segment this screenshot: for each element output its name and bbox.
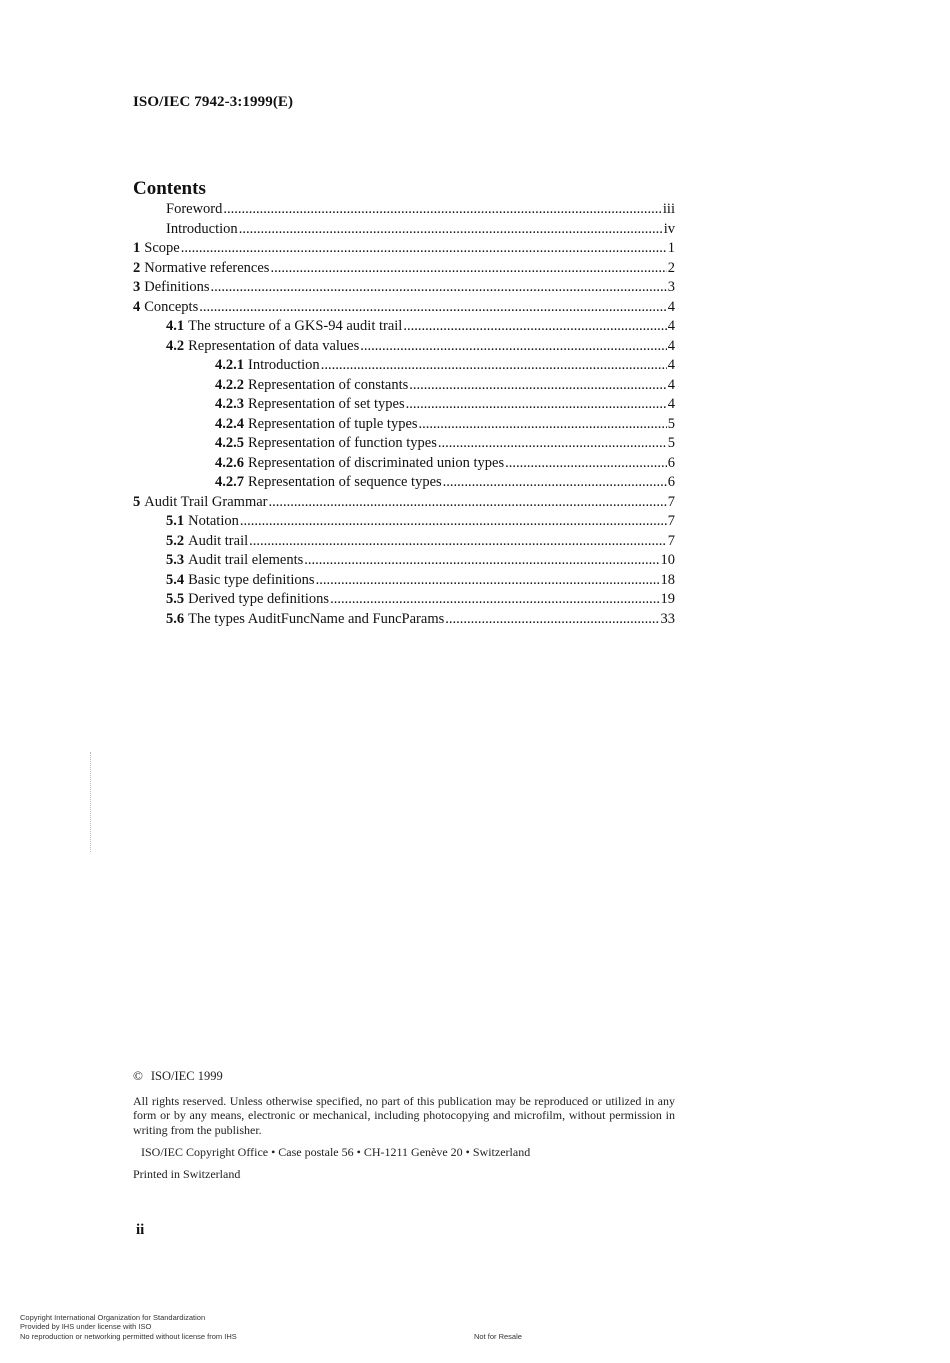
- toc-entry-number: 4.2.1: [215, 357, 244, 373]
- toc-entry: [133, 532, 675, 552]
- toc-entry-number: 5: [133, 493, 141, 510]
- toc-entry-title: Concepts: [144, 298, 199, 315]
- toc-entry-title: Basic type definitions: [188, 571, 315, 588]
- toc-leader-dots: [406, 395, 667, 415]
- toc-entry-page: 4: [667, 357, 675, 373]
- copyright-holder: ISO/IEC 1999: [150, 1069, 223, 1083]
- footer-line-2: Provided by IHS under license with ISO: [20, 1322, 152, 1332]
- toc-entry: [133, 317, 675, 337]
- toc-entry: [133, 493, 675, 513]
- toc-leader-dots: [360, 337, 667, 357]
- toc-entry: [133, 220, 675, 240]
- toc-entry-page: 5: [667, 415, 675, 432]
- toc-entry-page: 2: [667, 259, 675, 276]
- copyright-symbol: ©: [133, 1068, 143, 1083]
- document-id: ISO/IEC 7942-3:1999(E): [133, 94, 294, 110]
- page-number: ii: [136, 1222, 145, 1238]
- toc-entry-number: 5.3: [166, 552, 185, 568]
- toc-entry: [133, 395, 675, 415]
- toc-entry: [133, 356, 675, 376]
- toc-entry-number: 4.2.2: [215, 376, 244, 393]
- footer-not-for-resale: Not for Resale: [474, 1332, 522, 1341]
- footer-license: [20, 1313, 237, 1341]
- toc-leader-dots: [321, 356, 667, 376]
- toc-entry: [133, 454, 675, 474]
- toc-entry-number: 5.6: [166, 610, 185, 627]
- toc-leader-dots: [438, 434, 667, 454]
- toc-entry: [133, 200, 675, 220]
- toc-entry-number: 2: [133, 259, 141, 276]
- toc-entry-page: 4: [667, 376, 675, 393]
- toc-leader-dots: [211, 278, 667, 298]
- toc-entry: [133, 278, 675, 298]
- toc-leader-dots: [269, 493, 667, 513]
- toc-entry-page: 19: [660, 591, 675, 607]
- toc-entry-title: The types AuditFuncName and FuncParams: [188, 610, 445, 627]
- toc-leader-dots: [445, 610, 659, 630]
- toc-entry-page: 4: [667, 396, 675, 412]
- toc-entry-page: 4: [667, 318, 675, 334]
- toc-entry-title: Introduction: [248, 357, 320, 373]
- toc-entry-title: Audit trail elements: [188, 552, 304, 568]
- toc-entry: [133, 590, 675, 610]
- toc-entry: [133, 376, 675, 396]
- copyright-block: [133, 1068, 675, 1181]
- toc-entry-title: Representation of discriminated union types: [248, 454, 505, 471]
- toc-entry-page: 7: [667, 513, 675, 529]
- toc-entry-number: 4.1: [166, 318, 185, 334]
- toc-entry: [133, 415, 675, 435]
- toc-leader-dots: [270, 259, 666, 279]
- rights-statement: All rights reserved. Unless otherwise specified, no part of this publication may be reproduced or utilized in any form or by any means, electronic or mechanical, including photocopying and microfilm, without permission in writing from the publisher.: [133, 1094, 675, 1137]
- table-of-contents: [133, 200, 675, 629]
- toc-entry: [133, 239, 675, 259]
- toc-entry: [133, 610, 675, 630]
- toc-leader-dots: [403, 317, 666, 337]
- toc-entry: [133, 337, 675, 357]
- toc-leader-dots: [316, 571, 660, 591]
- toc-leader-dots: [199, 298, 667, 318]
- toc-entry-page: 4: [667, 298, 675, 315]
- toc-leader-dots: [249, 532, 667, 552]
- toc-entry-title: Representation of data values: [188, 337, 360, 354]
- toc-entry-number: 5.1: [166, 513, 185, 529]
- toc-leader-dots: [330, 590, 659, 610]
- toc-leader-dots: [443, 473, 667, 493]
- contents-heading: Contents: [133, 178, 206, 199]
- toc-entry-title: Notation: [188, 513, 239, 529]
- toc-entry: [133, 298, 675, 318]
- toc-entry-title: Audit trail: [188, 532, 249, 549]
- toc-entry-number: 3: [133, 279, 141, 295]
- toc-entry-page: 7: [667, 532, 675, 549]
- toc-entry-title: Representation of sequence types: [248, 474, 442, 490]
- toc-entry-title: Representation of set types: [248, 396, 405, 412]
- footer-line-1: Copyright International Organization for Standardization: [20, 1313, 206, 1322]
- toc-entry-page: 5: [667, 435, 675, 451]
- toc-entry-number: 4.2.4: [215, 415, 244, 432]
- toc-leader-dots: [240, 512, 667, 532]
- toc-entry-title: Audit Trail Grammar: [144, 493, 268, 510]
- toc-entry-number: 4.2: [166, 337, 185, 354]
- toc-entry-page: iv: [663, 220, 675, 237]
- toc-entry-title: Representation of tuple types: [248, 415, 418, 432]
- toc-entry-number: 4.2.5: [215, 435, 244, 451]
- toc-entry-number: 5.5: [166, 591, 185, 607]
- toc-entry-page: 10: [660, 552, 675, 568]
- toc-entry-title: The structure of a GKS-94 audit trail: [188, 318, 403, 334]
- toc-entry: [133, 512, 675, 532]
- toc-entry-number: 4.2.7: [215, 474, 244, 490]
- toc-entry: [133, 259, 675, 279]
- toc-entry-number: 5.4: [166, 571, 185, 588]
- toc-entry-page: 6: [667, 454, 675, 471]
- toc-entry-page: 4: [667, 337, 675, 354]
- toc-entry-title: Representation of constants: [248, 376, 409, 393]
- footer-line-3: No reproduction or networking permitted without license from IHS: [20, 1331, 237, 1341]
- toc-entry-page: 6: [667, 474, 675, 490]
- toc-entry: [133, 571, 675, 591]
- toc-entry-title: Introduction: [166, 220, 238, 237]
- toc-entry: [133, 434, 675, 454]
- toc-entry-title: Foreword: [166, 201, 223, 217]
- toc-entry-page: 3: [667, 279, 675, 295]
- toc-leader-dots: [419, 415, 667, 435]
- toc-leader-dots: [304, 551, 659, 571]
- toc-leader-dots: [505, 454, 667, 474]
- toc-entry-title: Scope: [144, 240, 180, 256]
- toc-entry-page: 1: [667, 240, 675, 256]
- toc-leader-dots: [409, 376, 666, 396]
- margin-marks: [90, 752, 93, 852]
- toc-entry-page: 7: [667, 493, 675, 510]
- toc-entry-number: 4: [133, 298, 141, 315]
- toc-entry-title: Representation of function types: [248, 435, 437, 451]
- copyright-line: [133, 1068, 675, 1084]
- toc-leader-dots: [239, 220, 663, 240]
- toc-entry-number: 5.2: [166, 532, 185, 549]
- toc-entry-page: 33: [660, 610, 675, 627]
- toc-leader-dots: [223, 200, 662, 220]
- toc-entry-page: 18: [660, 571, 675, 588]
- copyright-office: ISO/IEC Copyright Office • Case postale 56 • CH-1211 Genève 20 • Switzerland: [141, 1145, 531, 1160]
- toc-entry-title: Normative references: [144, 259, 270, 276]
- printed-in: Printed in Switzerland: [133, 1166, 241, 1181]
- toc-leader-dots: [181, 239, 667, 259]
- toc-entry-title: Definitions: [144, 279, 210, 295]
- toc-entry-title: Derived type definitions: [188, 591, 330, 607]
- toc-entry-number: 4.2.6: [215, 454, 244, 471]
- toc-entry: [133, 551, 675, 571]
- toc-entry-page: iii: [662, 201, 675, 217]
- toc-entry-number: 1: [133, 240, 141, 256]
- toc-entry: [133, 473, 675, 493]
- toc-entry-number: 4.2.3: [215, 396, 244, 412]
